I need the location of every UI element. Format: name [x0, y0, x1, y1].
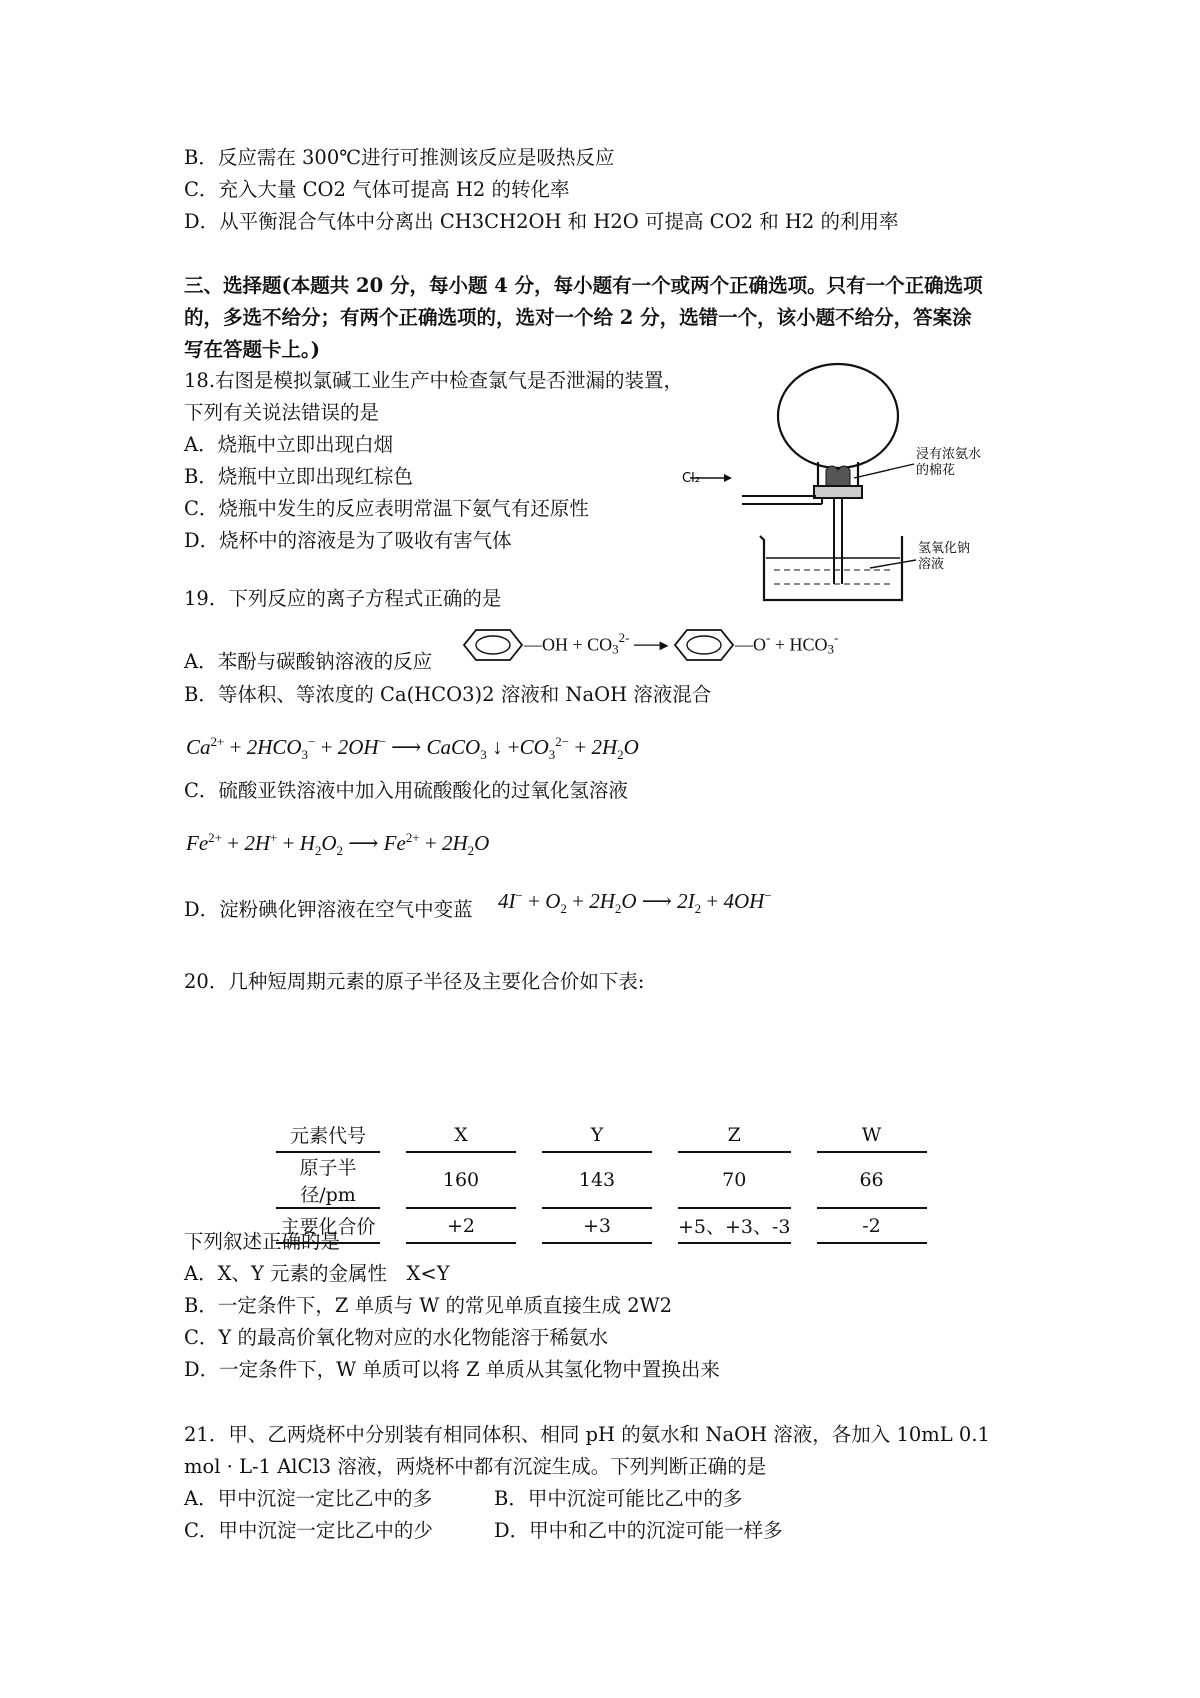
eq-a-right: O	[753, 634, 767, 655]
q18-option-b: B．烧瓶中立即出现红棕色	[184, 465, 413, 488]
q19-option-c-equation: $Fe^{2+} + 2H^+ + H_2O_2$ ⟶ $Fe^{2+} + 2H_2O$	[186, 830, 490, 859]
q19-stem: 19．下列反应的离子方程式正确的是	[184, 587, 502, 610]
benzene-ring-icon	[462, 628, 524, 662]
cotton-label-line1: 浸有浓氨水	[916, 447, 982, 462]
table-cell: +5、+3、-3	[678, 1209, 791, 1244]
q21-option-d: D．甲中和乙中的沉淀可能一样多	[494, 1519, 783, 1542]
table-cell: 160	[406, 1153, 516, 1209]
gas-label: Cl₂	[682, 471, 700, 486]
table-cell: W	[817, 1118, 927, 1153]
q18-stem-2: 下列有关说法错误的是	[184, 401, 380, 424]
section3-line3: 写在答题卡上。)	[184, 338, 320, 361]
table-row	[276, 1118, 927, 1153]
table-cell: 70	[678, 1153, 791, 1209]
table-cell: 原子半径/pm	[276, 1153, 380, 1209]
q19-option-b: B．等体积、等浓度的 Ca(HCO3)2 溶液和 NaOH 溶液混合	[184, 683, 712, 706]
cotton-label-line2: 的棉花	[916, 463, 956, 478]
element-properties-table	[250, 1118, 953, 1244]
q21-option-b: B．甲中沉淀可能比乙中的多	[494, 1487, 743, 1510]
q18-option-d: D．烧杯中的溶液是为了吸收有害气体	[184, 529, 512, 552]
q20-stem: 20．几种短周期元素的原子半径及主要化合价如下表:	[184, 970, 645, 993]
naoh-label-line2: 溶液	[918, 557, 945, 572]
eq-a-right-sup: -	[766, 630, 771, 646]
eq-a-right2-sup: -	[834, 630, 839, 646]
table-cell: -2	[817, 1209, 927, 1244]
table-cell: +2	[406, 1209, 516, 1244]
table-cell: +3	[542, 1209, 652, 1244]
q20-option-a: A．X、Y 元素的金属性 X<Y	[184, 1262, 450, 1285]
q19-option-c: C．硫酸亚铁溶液中加入用硫酸酸化的过氧化氢溶液	[184, 779, 628, 802]
table-cell: 元素代号	[276, 1118, 380, 1153]
q18-stem-1: 18.右图是模拟氯碱工业生产中检查氯气是否泄漏的装置，	[184, 369, 684, 392]
q17-option-c: C．充入大量 CO2 气体可提高 H2 的转化率	[184, 178, 570, 201]
q20-option-c: C．Y 的最高价氧化物对应的水化物能溶于稀氨水	[184, 1326, 608, 1349]
q17-option-b: B．反应需在 300℃进行可推测该反应是吸热反应	[184, 146, 615, 169]
ammonia-chlorine-apparatus-figure	[682, 358, 1060, 608]
table-cell: 143	[542, 1153, 652, 1209]
q21-option-a: A．甲中沉淀一定比乙中的多	[184, 1487, 433, 1510]
q21-stem-1: 21．甲、乙两烧杯中分别装有相同体积、相同 pH 的氨水和 NaOH 溶液，各加入 10mL 0.1	[184, 1423, 990, 1446]
q21-option-c: C．甲中沉淀一定比乙中的少	[184, 1519, 433, 1542]
section3-line2: 的，多选不给分；有两个正确选项的，选对一个给 2 分，选错一个，该小题不给分，答案涂	[184, 306, 972, 329]
table-cell: Y	[542, 1118, 652, 1153]
q19-option-b-equation: $Ca^{2+} + 2HCO_3^- + 2OH^-$ ⟶ CaCO$_3$ ↓ $+CO_3^{2-} + 2H_2O$	[186, 734, 639, 763]
q20-option-d: D．一定条件下，W 单质可以将 Z 单质从其氢化物中置换出来	[184, 1358, 720, 1381]
section3-line1: 三、选择题(本题共 20 分，每小题 4 分，每小题有一个或两个正确选项。只有一个正确选项	[184, 274, 983, 297]
table-cell: 66	[817, 1153, 927, 1209]
q19-option-d: D．淀粉碘化钾溶液在空气中变蓝	[184, 898, 473, 921]
table-cell: 主要化合价	[276, 1209, 380, 1244]
reaction-arrow-icon: ──▸	[634, 634, 669, 655]
q18-option-c: C．烧瓶中发生的反应表明常温下氨气有还原性	[184, 497, 589, 520]
q20-after-table: 下列叙述正确的是	[184, 1230, 341, 1253]
table-cell: X	[406, 1118, 516, 1153]
naoh-label-line1: 氢氧化钠	[918, 541, 971, 556]
eq-a-left-sub: 3	[612, 641, 619, 657]
eq-a-right2: + HCO	[770, 634, 828, 655]
table-row	[276, 1209, 927, 1244]
q19-option-a-equation: —OH + $CO_3^{2-}$ ──▸ —O- + $HCO_3^-$	[462, 628, 838, 668]
q18-option-a: A．烧瓶中立即出现白烟	[184, 433, 394, 456]
q21-stem-2: mol · L-1 AlCl3 溶液，两烧杯中都有沉淀生成。下列判断正确的是	[184, 1455, 767, 1478]
q20-option-b: B．一定条件下，Z 单质与 W 的常见单质直接生成 2W2	[184, 1294, 673, 1317]
eq-a-left-sup: 2-	[618, 630, 630, 646]
q17-option-d: D．从平衡混合气体中分离出 CH3CH2OH 和 H2O 可提高 CO2 和 H2 的利用率	[184, 210, 899, 233]
table-row	[276, 1153, 927, 1209]
q19-option-d-equation: $4I^- + O_2 + 2H_2O$ ⟶ $2I_2 + 4OH^-$	[498, 888, 772, 917]
benzene-ring-icon	[673, 628, 735, 662]
table-cell: Z	[678, 1118, 791, 1153]
q19-option-a: A．苯酚与碳酸钠溶液的反应	[184, 650, 433, 673]
eq-a-right2-sub: 3	[827, 641, 835, 657]
eq-a-left: OH + CO	[542, 634, 613, 655]
